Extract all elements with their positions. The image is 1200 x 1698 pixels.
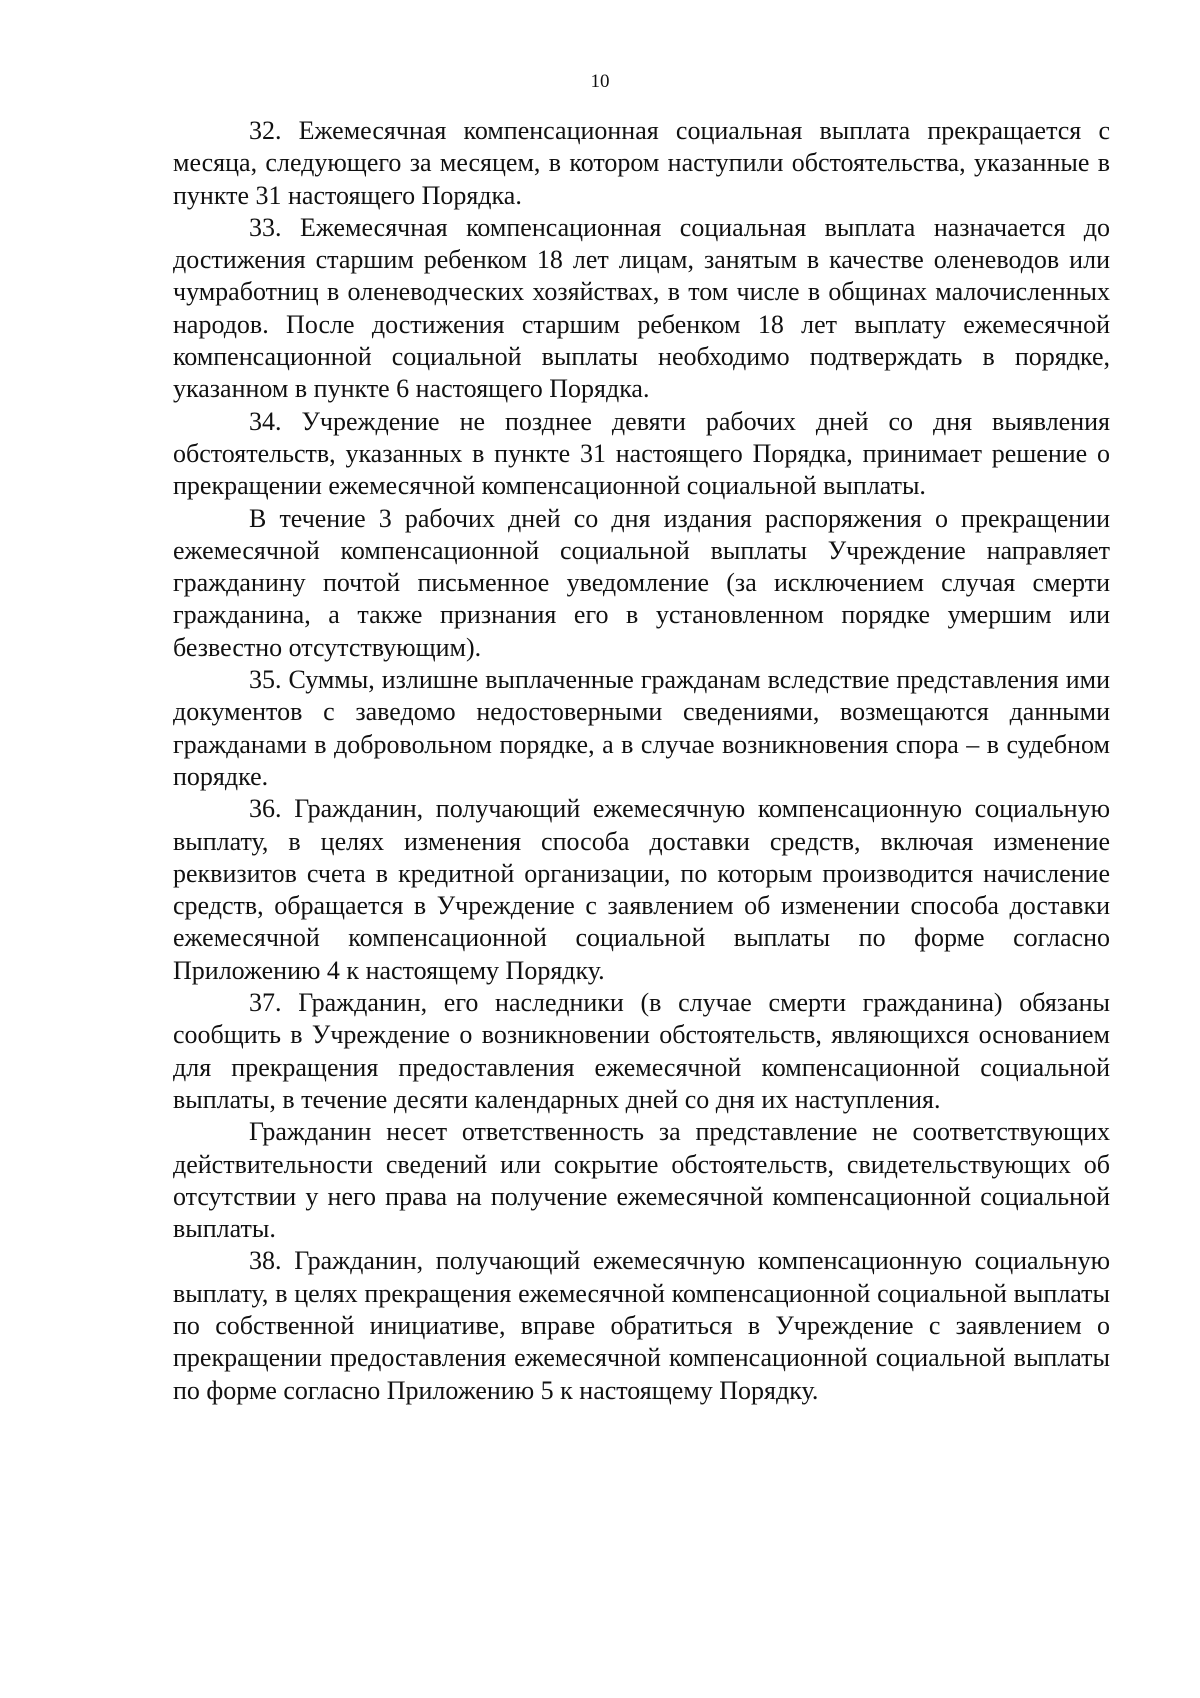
paragraph-34: 34. Учреждение не позднее девяти рабочих дней со дня выявления обстоятельств, указанных в пункте 31 настоящего Порядка, принимает решение о прекращении ежемесячной компенсационной социальной выплаты.	[173, 406, 1110, 501]
paragraph-33: 33. Ежемесячная компенсационная социальная выплата назначается до достижения старшим ребенком 18 лет лицам, занятым в качестве оленеводов или чумработниц в оленеводческих хозяйствах, в том числе в общинах малочисленных народов. После достижения старшим ребенком 18 лет выплату ежемесячной компенсационной социальной выплаты необходимо подтверждать в порядке, указанном в пункте 6 настоящего Порядка.	[173, 212, 1110, 404]
paragraph-37-responsibility: Гражданин несет ответственность за представление не соответствующих действительности сведений или сокрытие обстоятельств, свидетельствующих об отсутствии у него права на получение ежемесячной компенсационной социальной выплаты.	[173, 1117, 1110, 1244]
paragraph-35: 35. Суммы, излишне выплаченные гражданам вследствие представления ими документов с заведомо недостоверными сведениями, возмещаются данными гражданами в добровольном порядке, а в случае возникновения спора – в судебном порядке.	[173, 665, 1110, 791]
paragraph-36: 36. Гражданин, получающий ежемесячную компенсационную социальную выплату, в целях изменения способа доставки средств, включая изменение реквизитов счета в кредитной организации, по которым производится начисление средств, обращается в Учреждение с заявлением об изменении способа доставки ежемесячной компенсационной социальной выплаты по форме согласно Приложению 4 к настоящему Порядку.	[173, 794, 1110, 985]
paragraph-32: 32. Ежемесячная компенсационная социальная выплата прекращается с месяца, следующего за месяцем, в котором наступили обстоятельства, указанные в пункте 31 настоящего Порядка.	[173, 116, 1110, 210]
page-number: 10	[590, 71, 610, 92]
paragraph-38: 38. Гражданин, получающий ежемесячную компенсационную социальную выплату, в целях прекращения ежемесячной компенсационной социальной выплаты по собственной инициативе, вправе обратиться в Учреждение с заявлением о прекращении предоставления ежемесячной компенсационной социальной выплаты по форме согласно Приложению 5 к настоящему Порядку.	[173, 1246, 1110, 1405]
paragraph-37: 37. Гражданин, его наследники (в случае смерти гражданина) обязаны сообщить в Учреждение о возникновении обстоятельств, являющихся основанием для прекращения предоставления ежемесячной компенсационной социальной выплаты, в течение десяти календарных дней со дня их наступления.	[173, 988, 1110, 1114]
document-body	[173, 115, 1110, 1407]
paragraph-34-notification: В течение 3 рабочих дней со дня издания распоряжения о прекращении ежемесячной компенсационной социальной выплаты Учреждение направляет гражданину почтой письменное уведомление (за исключением случая смерти гражданина, а также признания его в установленном порядке умершим или безвестно отсутствующим).	[173, 503, 1110, 662]
